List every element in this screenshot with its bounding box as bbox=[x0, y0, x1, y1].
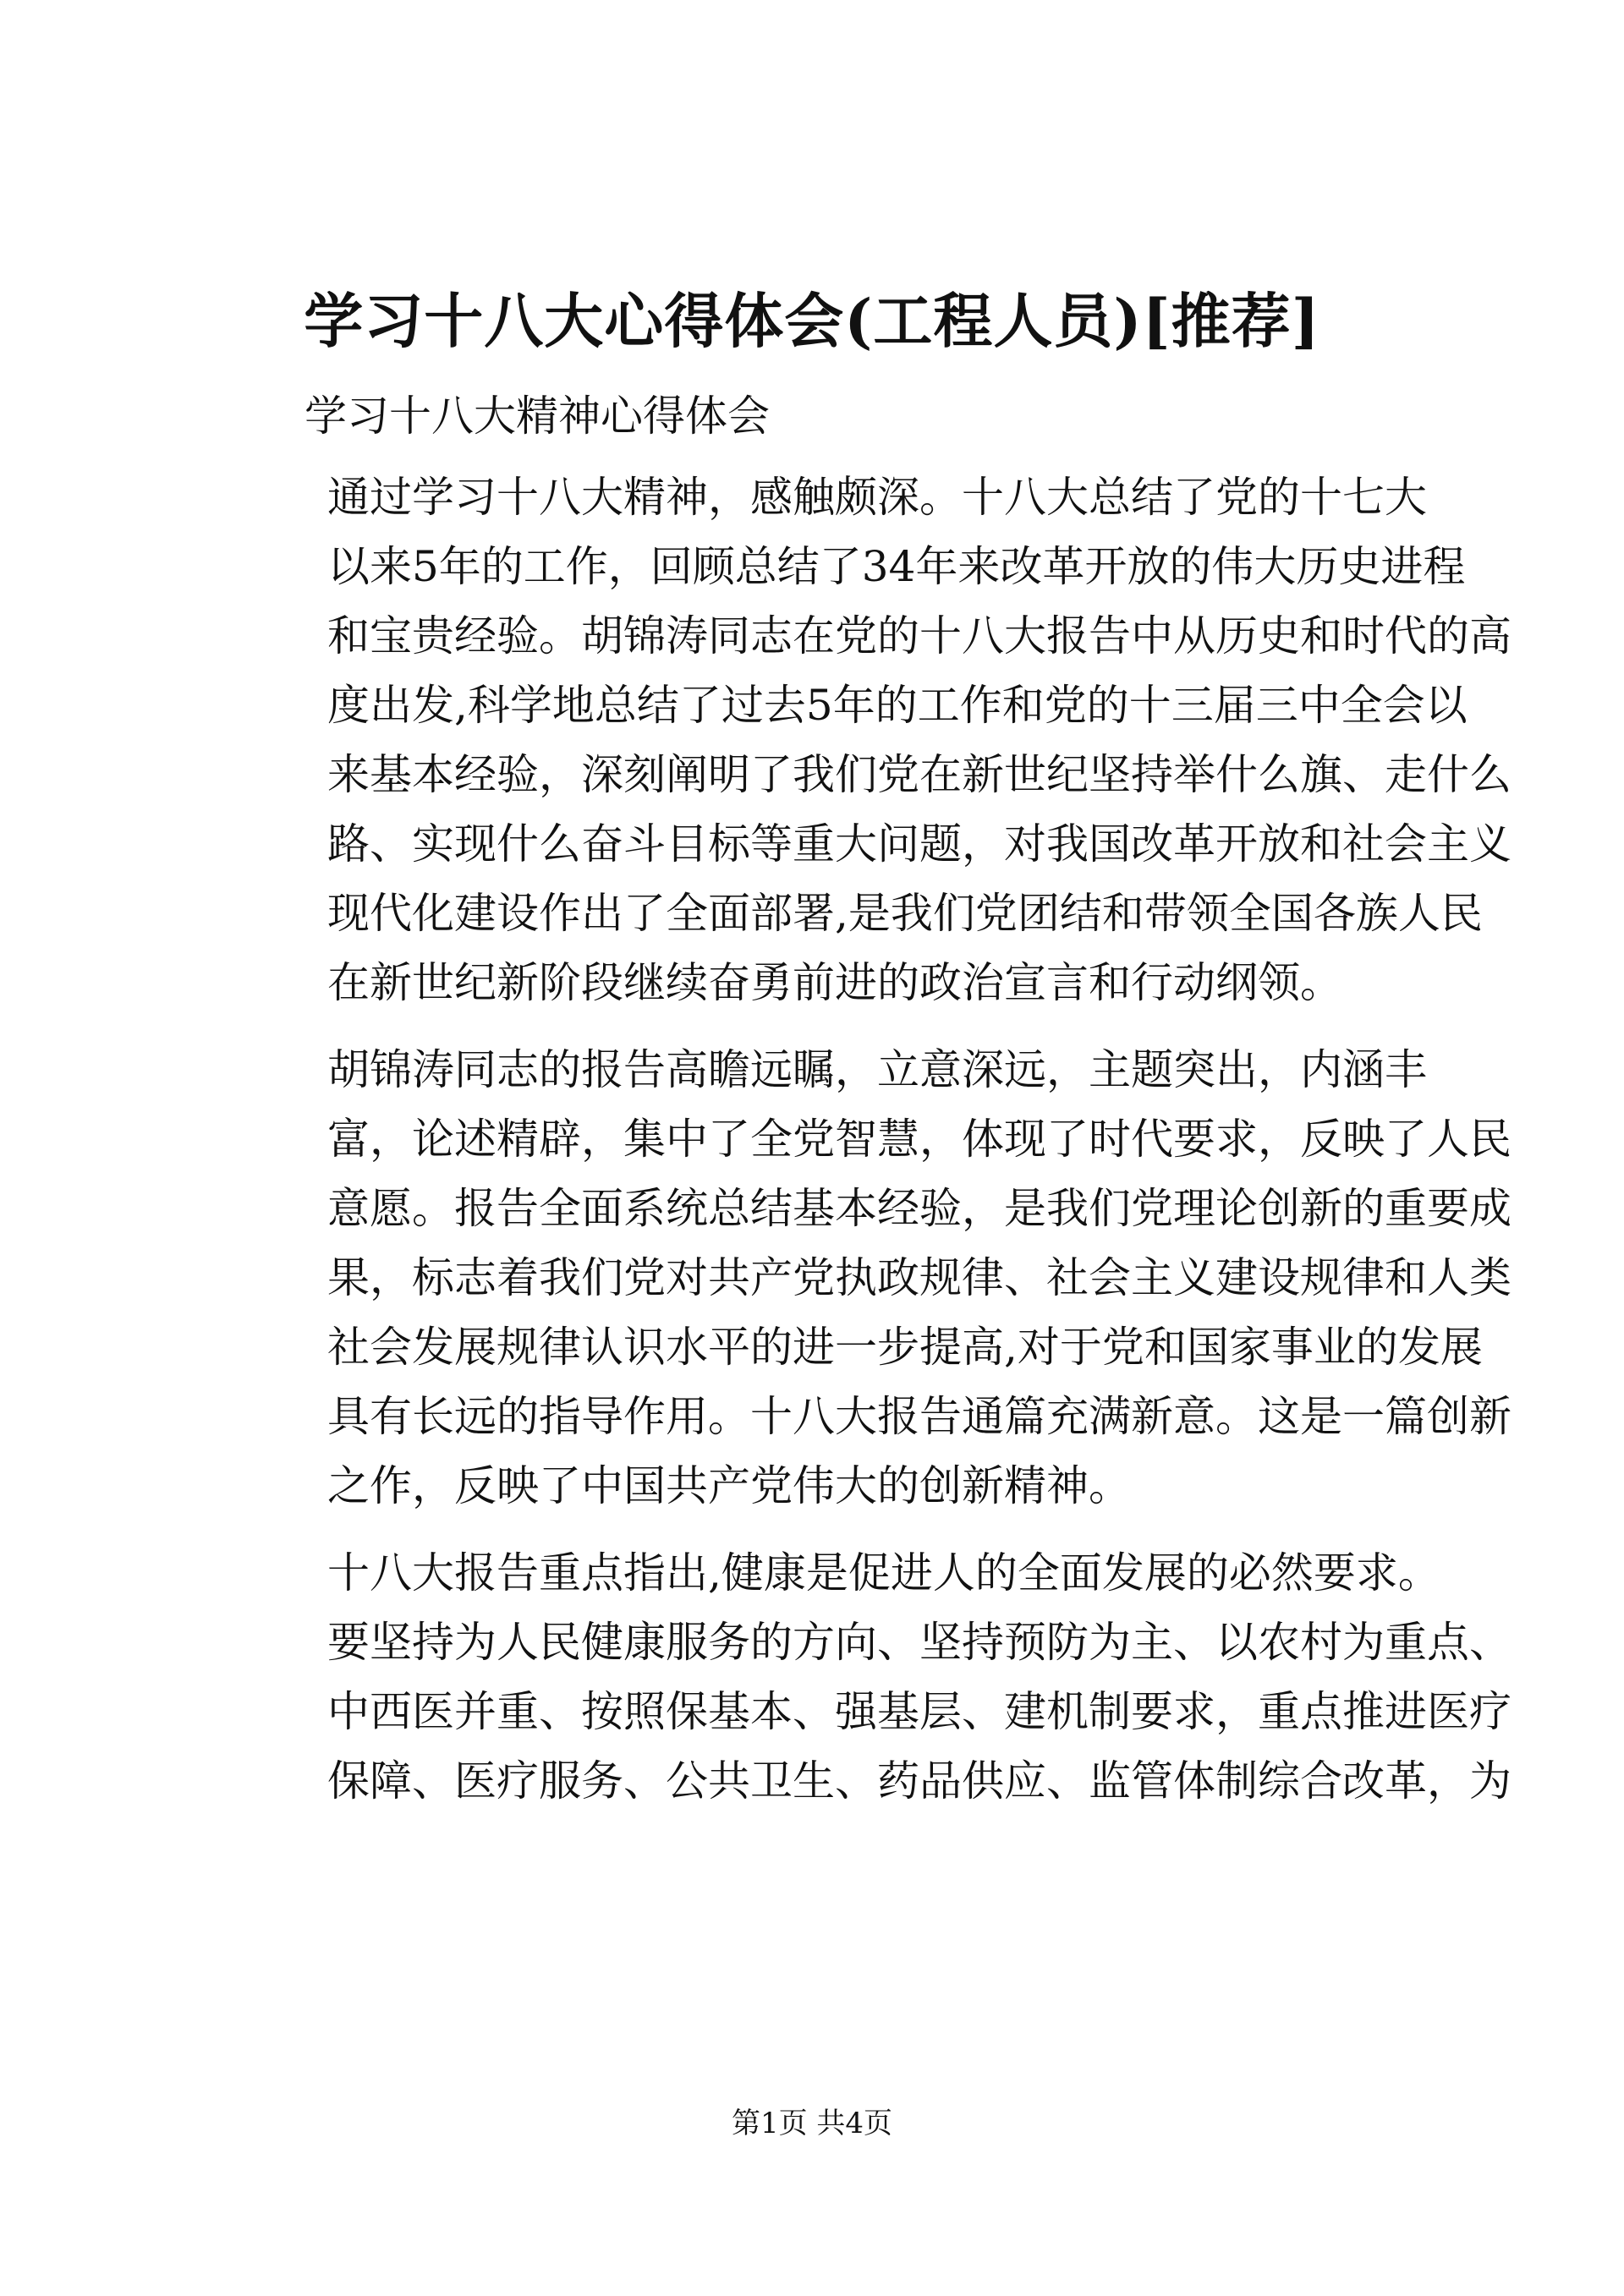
paragraph-line: 保障、医疗服务、公共卫生、药品供应、监管体制综合改革，为 bbox=[327, 1756, 1512, 1806]
paragraph-line: 来基本经验，深刻阐明了我们党在新世纪坚持举什么旗、走什么 bbox=[327, 750, 1512, 799]
paragraph-line: 以来5年的工作，回顾总结了34年来改革开放的伟大历史进程 bbox=[327, 542, 1466, 591]
paragraph-line: 果，标志着我们党对共产党执政规律、社会主义建设规律和人类 bbox=[327, 1253, 1512, 1302]
paragraph-line: 在新世纪新阶段继续奋勇前进的政治宣言和行动纲领。 bbox=[327, 958, 1342, 1007]
paragraph-2 bbox=[243, 1035, 1512, 1521]
paragraph-line: 十八大报告重点指出,健康是促进人的全面发展的必然要求。 bbox=[327, 1548, 1440, 1597]
paragraph-line: 社会发展规律认识水平的进一步提高,对于党和国家事业的发展 bbox=[327, 1323, 1483, 1372]
paragraph-line: 度出发,科学地总结了过去5年的工作和党的十三届三中全会以 bbox=[327, 681, 1468, 730]
page-number-footer: 第1页 共4页 bbox=[731, 2107, 893, 2140]
paragraph-line: 通过学习十八大精神，感触颇深。十八大总结了党的十七大 bbox=[327, 473, 1427, 522]
paragraph-line: 胡锦涛同志的报告高瞻远瞩，立意深远，主题突出，内涵丰 bbox=[327, 1045, 1427, 1094]
paragraph-line: 意愿。报告全面系统总结基本经验，是我们党理论创新的重要成 bbox=[327, 1184, 1512, 1233]
paragraph-line: 要坚持为人民健康服务的方向、坚持预防为主、以农村为重点、 bbox=[327, 1618, 1512, 1667]
paragraph-1 bbox=[243, 463, 1512, 1017]
paragraph-line: 之作，反映了中国共产党伟大的创新精神。 bbox=[327, 1461, 1131, 1510]
document-title: 学习十八大心得体会(工程人员)[推荐] bbox=[304, 286, 1320, 356]
paragraph-line: 中西医并重、按照保基本、强基层、建机制要求，重点推进医疗 bbox=[327, 1687, 1512, 1736]
paragraph-line: 富，论述精辟，集中了全党智慧，体现了时代要求，反映了人民 bbox=[327, 1115, 1512, 1164]
document-subtitle: 学习十八大精神心得体会 bbox=[304, 392, 770, 441]
paragraph-line: 现代化建设作出了全面部署,是我们党团结和带领全国各族人民 bbox=[327, 889, 1483, 938]
paragraph-3 bbox=[243, 1538, 1512, 1816]
paragraph-line: 具有长远的指导作用。十八大报告通篇充满新意。这是一篇创新 bbox=[327, 1392, 1512, 1441]
paragraph-line: 路、实现什么奋斗目标等重大问题，对我国改革开放和社会主义 bbox=[327, 819, 1512, 869]
document-body bbox=[243, 463, 1512, 1833]
paragraph-line: 和宝贵经验。胡锦涛同志在党的十八大报告中从历史和时代的高 bbox=[327, 611, 1512, 660]
